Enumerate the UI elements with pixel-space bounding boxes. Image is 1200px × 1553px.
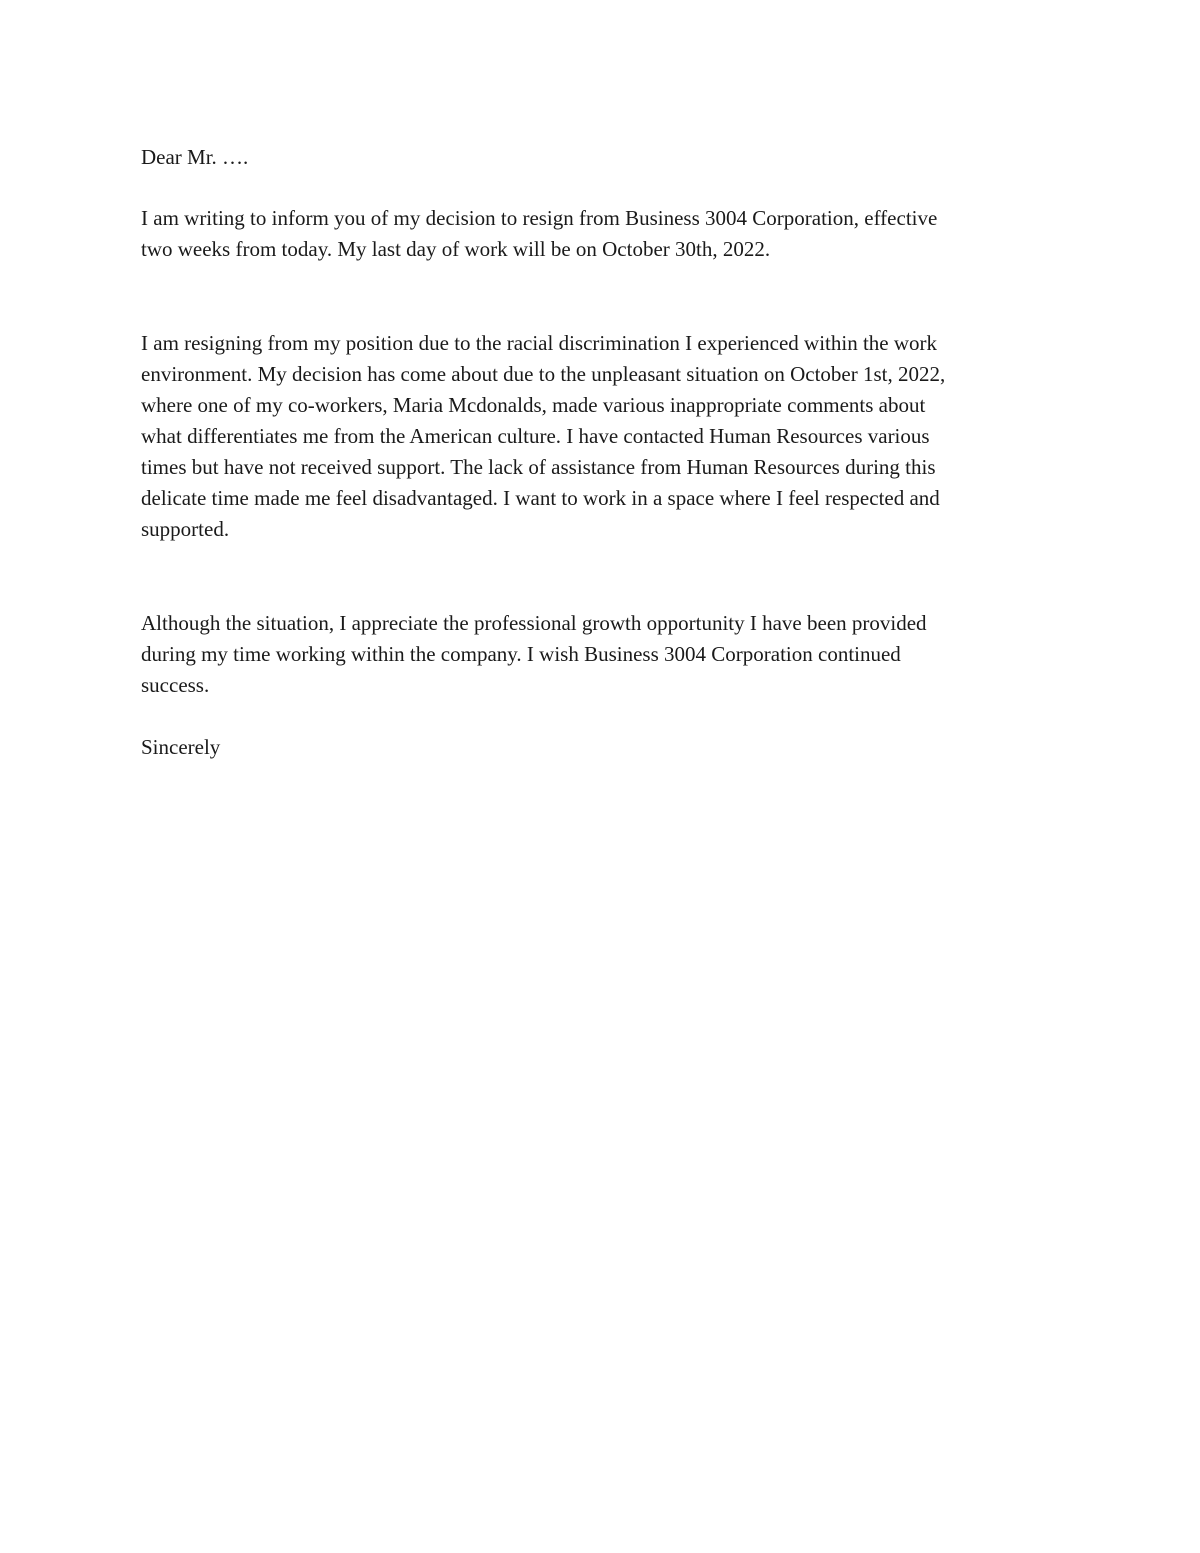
paragraph-1-line-2: two weeks from today. My last day of work will be on October 30th, 2022. [141, 237, 771, 261]
paragraph-2-line-4: what differentiates me from the American culture. I have contacted Human Resources various [141, 424, 930, 448]
paragraph-3-line-3: success. [141, 673, 210, 697]
paragraph-2-line-1: I am resigning from my position due to the racial discrimination I experienced within the work [141, 331, 938, 355]
paragraph-3-line-1: Although the situation, I appreciate the professional growth opportunity I have been provided [141, 611, 927, 635]
paragraph-2-line-6: delicate time made me feel disadvantaged. I want to work in a space where I feel respected and [141, 486, 940, 510]
closing: Sincerely [141, 735, 221, 759]
paragraph-2-line-3: where one of my co-workers, Maria Mcdonalds, made various inappropriate comments about [141, 393, 926, 417]
paragraph-1-line-1: I am writing to inform you of my decision to resign from Business 3004 Corporation, effective [141, 206, 938, 230]
salutation: Dear Mr. …. [141, 145, 249, 169]
paragraph-2-line-5: times but have not received support. The lack of assistance from Human Resources during this [141, 455, 936, 479]
paragraph-2-line-2: environment. My decision has come about due to the unpleasant situation on October 1st, 2022, [141, 362, 946, 386]
paragraph-3-line-2: during my time working within the company. I wish Business 3004 Corporation continued [141, 642, 901, 666]
paragraph-2-line-7: supported. [141, 517, 230, 541]
